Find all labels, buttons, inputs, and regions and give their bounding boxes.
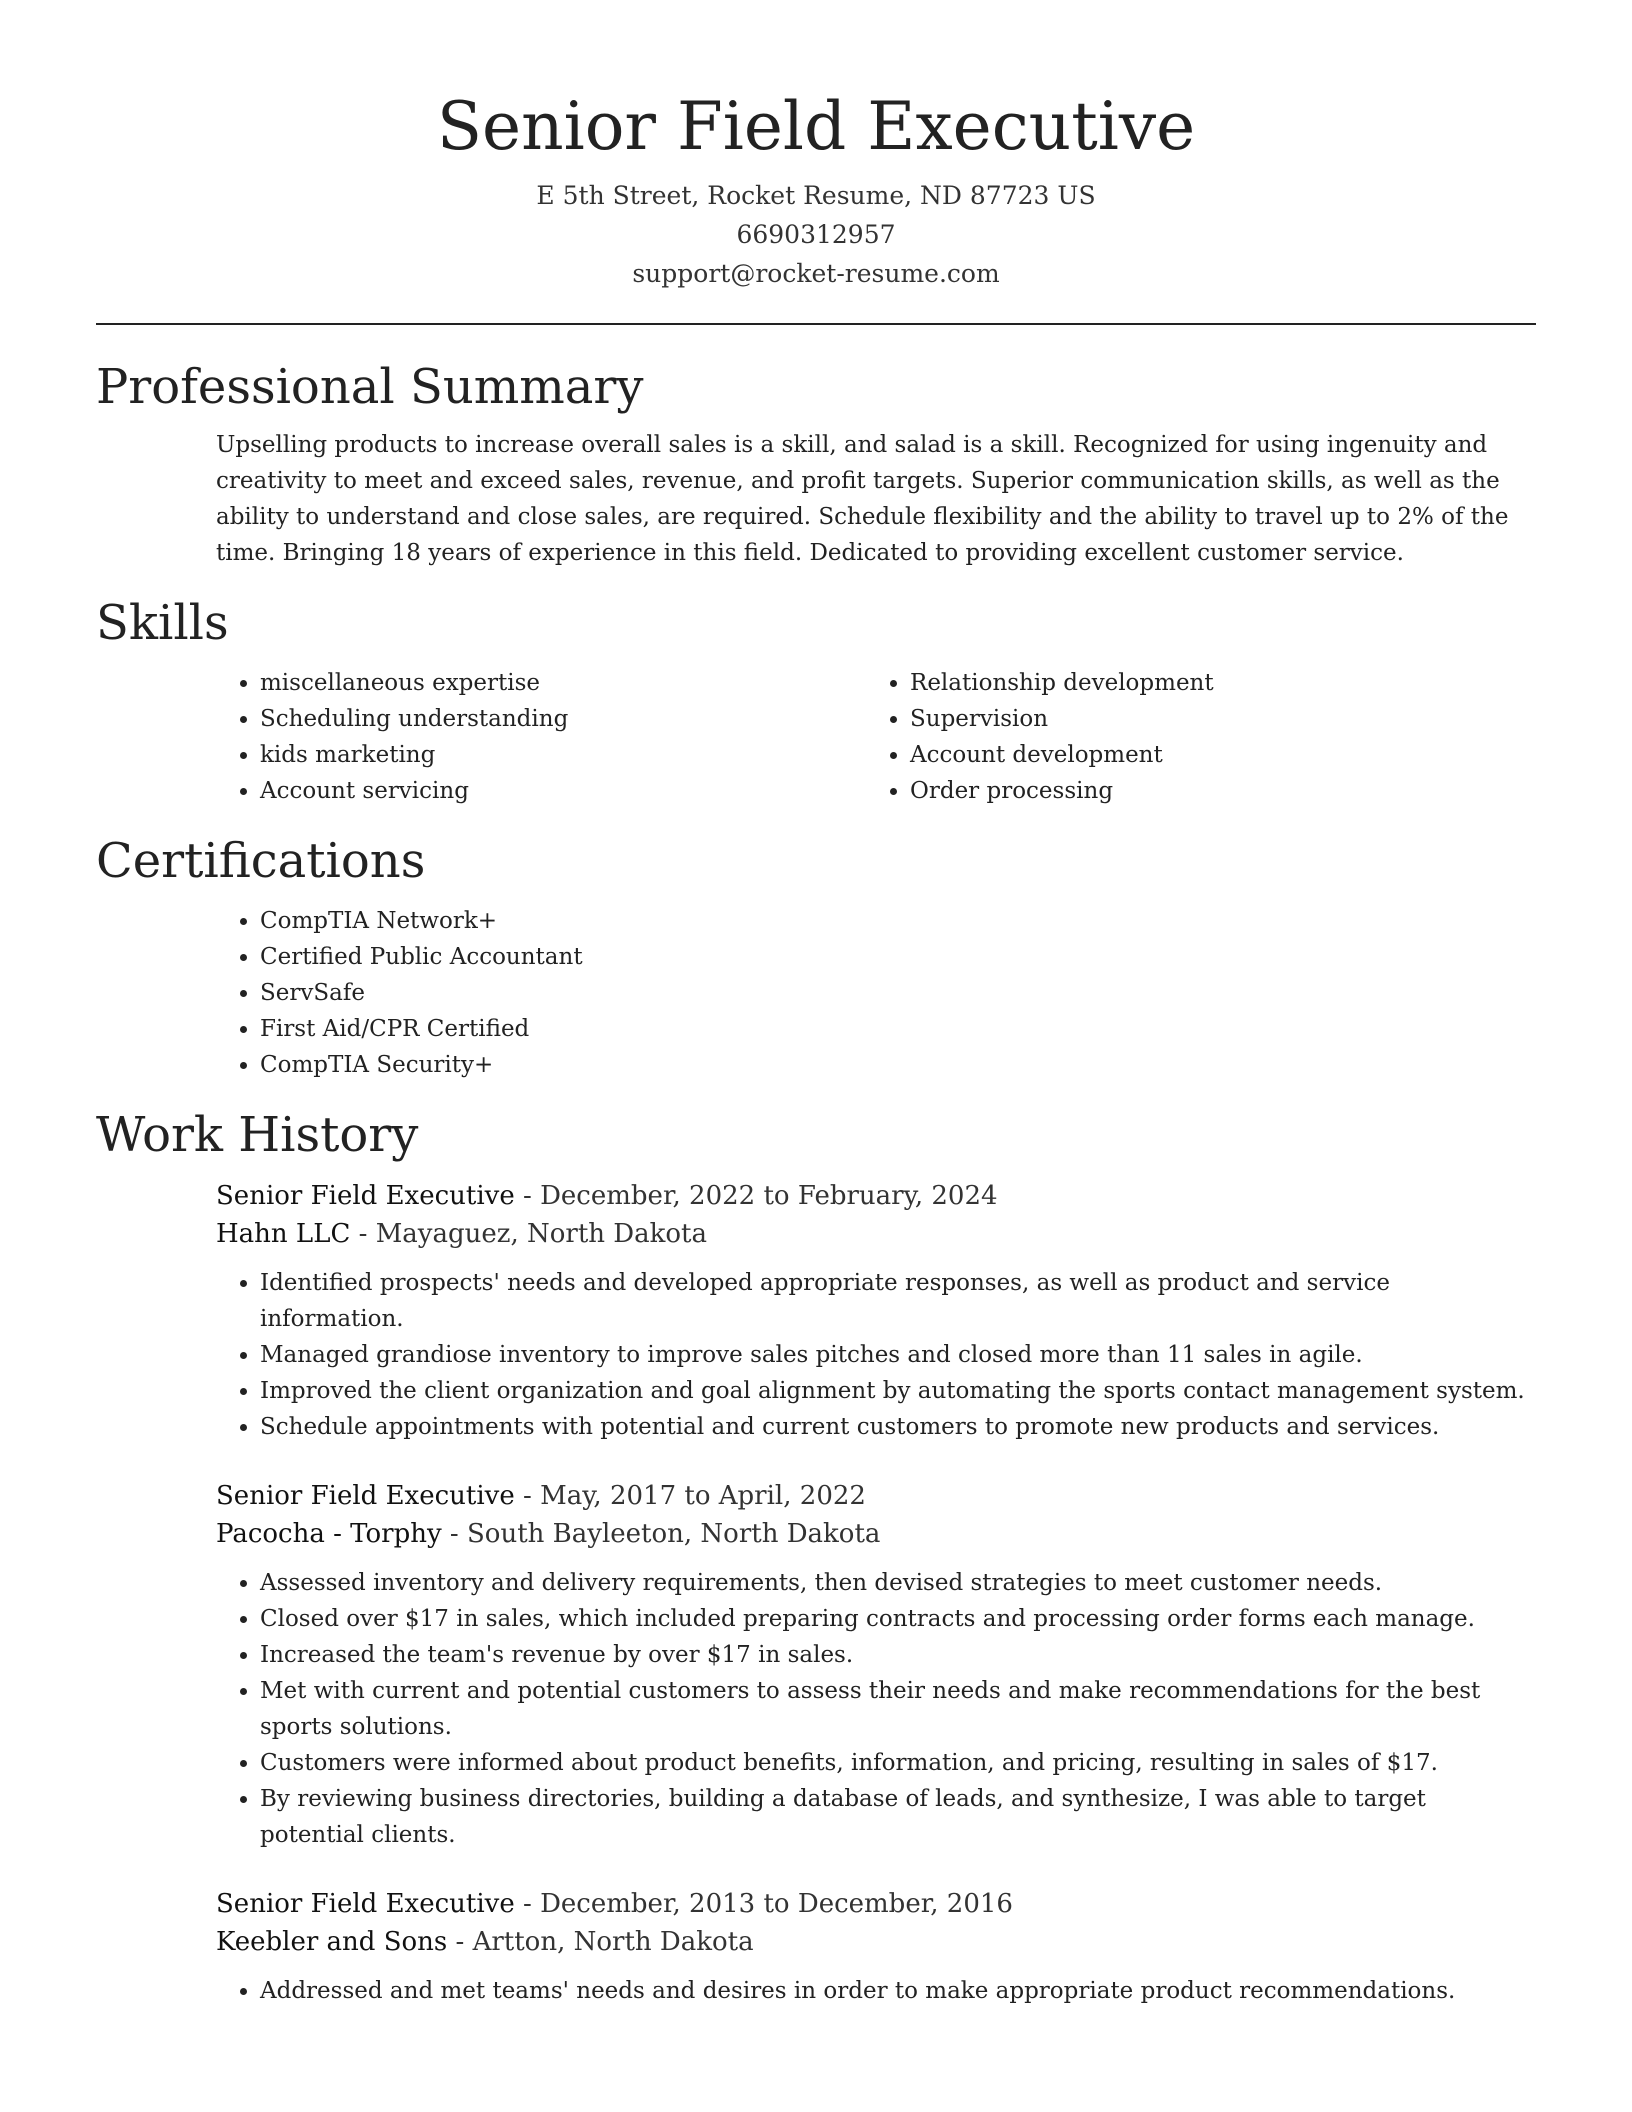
skill-item: • Scheduling understanding xyxy=(260,701,866,737)
skills-heading: Skills xyxy=(96,595,229,651)
skill-item: • Account development xyxy=(910,737,1516,773)
skills-column-right xyxy=(866,665,1516,809)
certifications-list xyxy=(216,903,1536,1083)
job-company-line: Keebler and Sons - Artton, North Dakota xyxy=(216,1927,754,1957)
job-title-line: Senior Field Executive - May, 2017 to April, 2022 xyxy=(216,1481,866,1511)
skill-item: • Supervision xyxy=(910,701,1516,737)
job-role: Senior Field Executive xyxy=(216,1181,515,1211)
certification-item: • ServSafe xyxy=(260,975,1536,1011)
skill-item: • Account servicing xyxy=(260,773,866,809)
job-bullet: • Schedule appointments with potential and current customers to promote new products and services. xyxy=(260,1409,1536,1445)
skill-item: • kids marketing xyxy=(260,737,866,773)
job-dates: December, 2013 to December, 2016 xyxy=(540,1889,1013,1919)
job-bullet: • Identified prospects' needs and developed appropriate responses, as well as product and service information. xyxy=(260,1265,1536,1337)
skill-item: • Relationship development xyxy=(910,665,1516,701)
certifications-section xyxy=(96,831,1536,1083)
certifications-list-wrap xyxy=(216,903,1536,1083)
job-role: Senior Field Executive xyxy=(216,1481,515,1511)
job-bullet: • Increased the team's revenue by over $17 in sales. xyxy=(260,1637,1536,1673)
job-bullets xyxy=(216,1565,1536,1853)
contact-block xyxy=(96,176,1536,293)
certification-item: • CompTIA Network+ xyxy=(260,903,1536,939)
job-dates: May, 2017 to April, 2022 xyxy=(540,1481,866,1511)
certification-item: • Certified Public Accountant xyxy=(260,939,1536,975)
job-title-line: Senior Field Executive - December, 2013 to December, 2016 xyxy=(216,1889,1013,1919)
resume-header xyxy=(96,0,1536,293)
job-bullet: • Improved the client organization and goal alignment by automating the sports contact management system. xyxy=(260,1373,1536,1409)
job-bullet: • Met with current and potential customers to assess their needs and make recommendations for the best sports solutions. xyxy=(260,1673,1536,1745)
header-divider xyxy=(96,323,1536,325)
certification-item: • First Aid/CPR Certified xyxy=(260,1011,1536,1047)
skill-item: • Order processing xyxy=(910,773,1516,809)
job-company: Keebler and Sons xyxy=(216,1927,448,1957)
job-bullet: • By reviewing business directories, building a database of leads, and synthesize, I was able to target potential clients. xyxy=(260,1781,1536,1853)
job-role: Senior Field Executive xyxy=(216,1889,515,1919)
job-company-line: Hahn LLC - Mayaguez, North Dakota xyxy=(216,1219,707,1249)
job-bullet: • Customers were informed about product benefits, information, and pricing, resulting in sales of $17. xyxy=(260,1745,1536,1781)
job-bullet: • Addressed and met teams' needs and desires in order to make appropriate product recommendations. xyxy=(260,1973,1536,2009)
job-bullet: • Managed grandiose inventory to improve sales pitches and closed more than 11 sales in agile. xyxy=(260,1337,1536,1373)
contact-email: support@rocket-resume.com xyxy=(632,259,1000,288)
work-history-heading: Work History xyxy=(96,1107,419,1163)
skills-list-right xyxy=(866,665,1516,809)
job-location: Mayaguez, North Dakota xyxy=(375,1219,707,1249)
contact-address: E 5th Street, Rocket Resume, ND 87723 US xyxy=(536,181,1096,210)
job-location: South Bayleeton, North Dakota xyxy=(466,1519,881,1549)
job-bullets xyxy=(216,1265,1536,1445)
work-history-section xyxy=(96,1105,1536,2009)
job-company: Pacocha - Torphy xyxy=(216,1519,442,1549)
job-bullet: • Closed over $17 in sales, which included preparing contracts and processing order forms each manage. xyxy=(260,1601,1536,1637)
skills-section xyxy=(96,593,1536,809)
contact-phone: 6690312957 xyxy=(736,220,896,249)
skills-grid xyxy=(216,665,1536,809)
job-company: Hahn LLC xyxy=(216,1219,351,1249)
summary-section xyxy=(96,357,1536,571)
resume-name: Senior Field Executive xyxy=(436,88,1196,165)
summary-text: Upselling products to increase overall sales is a skill, and salad is a skill. Recognized for using ingenuity and creativity to meet and exceed sales, revenue, and profit targets. Superior communication skills, as well as the ability to understand and close sales, are required. Schedule flexibility and the ability to travel up to 2% of the time. Bringing 18 years of experience in this field. Dedicated to providing excellent customer service. xyxy=(216,432,1509,566)
job-entry xyxy=(216,1477,1536,1853)
job-bullet: • Assessed inventory and delivery requirements, then devised strategies to meet customer needs. xyxy=(260,1565,1536,1601)
job-bullets xyxy=(216,1973,1536,2009)
certification-item: • CompTIA Security+ xyxy=(260,1047,1536,1083)
job-entry xyxy=(216,1177,1536,1445)
job-dates: December, 2022 to February, 2024 xyxy=(540,1181,998,1211)
certifications-heading: Certifications xyxy=(96,833,426,889)
skill-item: • miscellaneous expertise xyxy=(260,665,866,701)
job-entry xyxy=(216,1885,1536,2009)
skills-column-left xyxy=(216,665,866,809)
skills-list-left xyxy=(216,665,866,809)
job-company-line: Pacocha - Torphy - South Bayleeton, North Dakota xyxy=(216,1519,881,1549)
resume-page xyxy=(96,0,1536,2112)
summary-heading: Professional Summary xyxy=(96,359,644,415)
job-location: Artton, North Dakota xyxy=(472,1927,754,1957)
job-title-line: Senior Field Executive - December, 2022 to February, 2024 xyxy=(216,1181,998,1211)
